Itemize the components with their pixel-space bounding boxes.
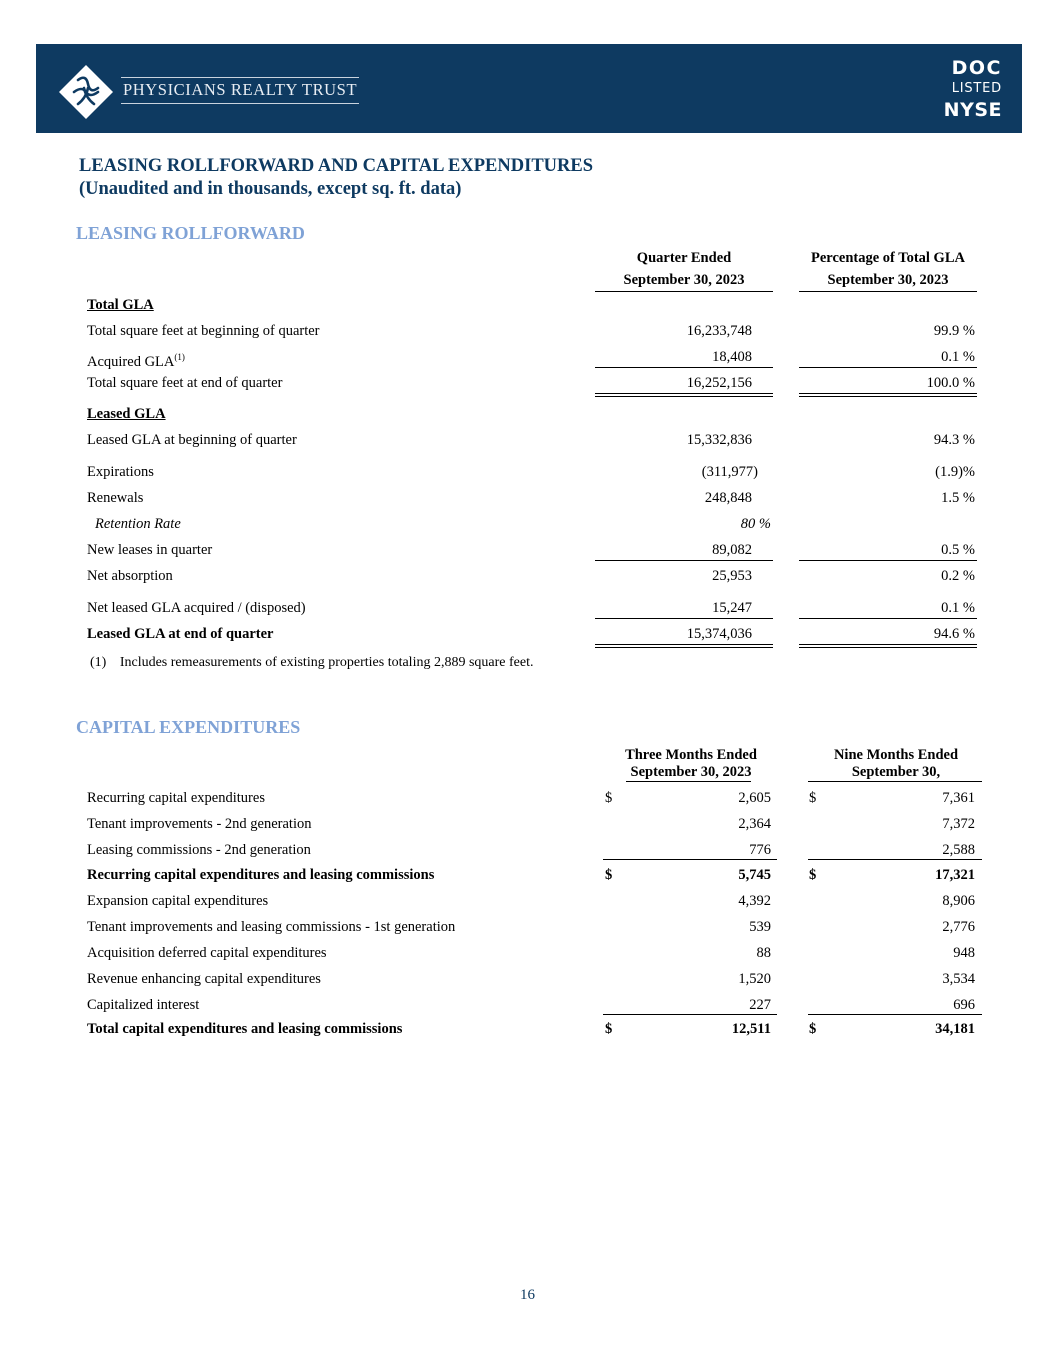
row-label: Renewals [87,490,144,506]
currency-symbol: $ [809,1021,817,1037]
row-value: 89,082 [712,542,752,558]
row-value: 8,906 [942,893,975,909]
page-title-line2: (Unaudited and in thousands, except sq. ft. data) [79,179,462,199]
leasing-section-title: LEASING ROLLFORWARD [76,223,305,243]
row-label: Leasing commissions - 2nd generation [87,842,311,858]
currency-symbol: $ [605,1021,613,1037]
rule [595,560,773,561]
row-label [87,348,185,371]
row-label: Total square feet at end of quarter [87,375,283,391]
rule [808,781,982,782]
capex-col1-line1: Three Months Ended [625,747,757,763]
leased-gla-heading: Leased GLA [87,406,166,422]
footnote [90,654,533,672]
row-label: New leases in quarter [87,542,213,558]
row-label: Acquisition deferred capital expenditures [87,945,327,961]
double-rule [595,393,773,397]
row-value: 88 [756,945,771,961]
rule [799,291,977,292]
rule [595,618,773,619]
row-value: (311,977) [701,464,758,480]
leasing-col2-header [799,250,977,289]
row-value: 16,252,156 [686,375,752,391]
row-label: Leased GLA at beginning of quarter [87,432,297,448]
row-value: 248,848 [704,490,752,506]
double-rule [799,644,977,648]
row-label: Capitalized interest [87,997,200,1013]
row-value: 2,605 [738,790,771,806]
row-value: 17,321 [935,867,975,883]
footnote-ref: (1) [174,352,185,362]
row-percent: 0.5 % [941,542,975,558]
page-title [79,155,593,201]
capex-section-title: CAPITAL EXPENDITURES [76,717,301,737]
row-value: 2,776 [942,919,975,935]
row-value: 18,408 [712,349,752,365]
capex-col2-line1: Nine Months Ended [833,747,959,763]
row-value: 16,233,748 [686,323,752,339]
footnote-marker: (1) [90,655,107,670]
currency-symbol: $ [605,867,613,883]
row-percent: (1.9)% [935,464,975,480]
leasing-col1-line1: Quarter Ended [636,250,732,266]
rule [595,367,773,368]
row-value: 539 [749,919,771,935]
row-value: 5,745 [738,867,771,883]
rule [799,367,977,368]
leasing-col1-header [595,250,773,289]
row-value: 15,332,836 [686,432,752,448]
total-gla-heading: Total GLA [87,297,154,313]
row-label: Recurring capital expenditures [87,790,265,806]
rule [808,1014,982,1015]
row-value: 34,181 [935,1021,975,1037]
row-value: 3,534 [942,971,975,987]
row-value: 776 [749,842,771,858]
double-rule [799,393,977,397]
header-banner [36,44,1022,133]
row-value: 227 [749,997,771,1013]
row-label: Expansion capital expenditures [87,893,269,909]
row-value: 25,953 [712,568,752,584]
row-percent: 94.3 % [933,432,975,448]
currency-symbol: $ [605,790,613,806]
row-label: Total capital expenditures and leasing commissions [87,1021,403,1037]
row-label: Retention Rate [95,516,181,532]
footnote-text: Includes remeasurements of existing properties totaling 2,889 square feet. [119,655,534,670]
company-name: PHYSICIANS REALTY TRUST [121,77,359,104]
capex-col2-line2: September 30, [851,764,941,780]
row-label: Tenant improvements - 2nd generation [87,816,312,832]
rule [799,560,977,561]
leasing-col2-line2: September 30, 2023 [827,272,949,288]
row-percent: 94.6 % [933,626,975,642]
page-title-line1: LEASING ROLLFORWARD AND CAPITAL EXPENDITURES [79,156,594,176]
row-percent: 100.0 % [926,375,975,391]
row-value: 7,372 [942,816,975,832]
capex-col1-header [603,747,779,781]
company-logo-icon [58,64,114,120]
currency-symbol: $ [809,867,817,883]
row-value: 15,247 [712,600,752,616]
double-rule [595,644,773,648]
currency-symbol: $ [809,790,817,806]
row-label: Recurring capital expenditures and leasing commissions [87,867,435,883]
row-label: Tenant improvements and leasing commissions - 1st generation [87,919,456,935]
leasing-col1-line2: September 30, 2023 [623,272,745,288]
ticker-symbol: DOC [951,57,1002,79]
capex-col2-header [808,747,984,781]
row-label: Expirations [87,464,154,480]
row-value: 15,374,036 [686,626,752,642]
row-label: Net absorption [87,568,173,584]
rule [799,618,977,619]
row-percent: 0.1 % [941,600,975,616]
row-label: Net leased GLA acquired / (disposed) [87,600,306,616]
row-label: Total square feet at beginning of quarter [87,323,320,339]
rule [626,781,751,782]
rule [603,859,777,860]
ticker-listed: LISTED [951,81,1002,96]
row-value: 1,520 [738,971,771,987]
row-percent: 0.1 % [941,349,975,365]
row-label: Leased GLA at end of quarter [87,626,274,642]
row-label: Revenue enhancing capital expenditures [87,971,321,987]
row-value: 80 % [740,516,771,532]
row-value: 4,392 [738,893,771,909]
rule [603,1014,777,1015]
ticker-badge [942,56,1002,122]
row-percent: 1.5 % [941,490,975,506]
capex-col1-line2: September 30, 2023 [630,764,752,780]
row-value: 2,364 [738,816,771,832]
row-value: 7,361 [942,790,975,806]
row-value: 12,511 [731,1021,771,1037]
page-number: 16 [520,1287,535,1303]
rule [808,859,982,860]
ticker-exchange: NYSE [943,99,1002,121]
row-value: 696 [953,997,975,1013]
row-percent: 0.2 % [941,568,975,584]
rule [595,291,773,292]
acquired-gla-label: Acquired GLA [87,353,175,370]
row-value: 2,588 [942,842,975,858]
leasing-col2-line1: Percentage of Total GLA [811,250,965,266]
row-value: 948 [953,945,975,961]
row-percent: 99.9 % [933,323,975,339]
